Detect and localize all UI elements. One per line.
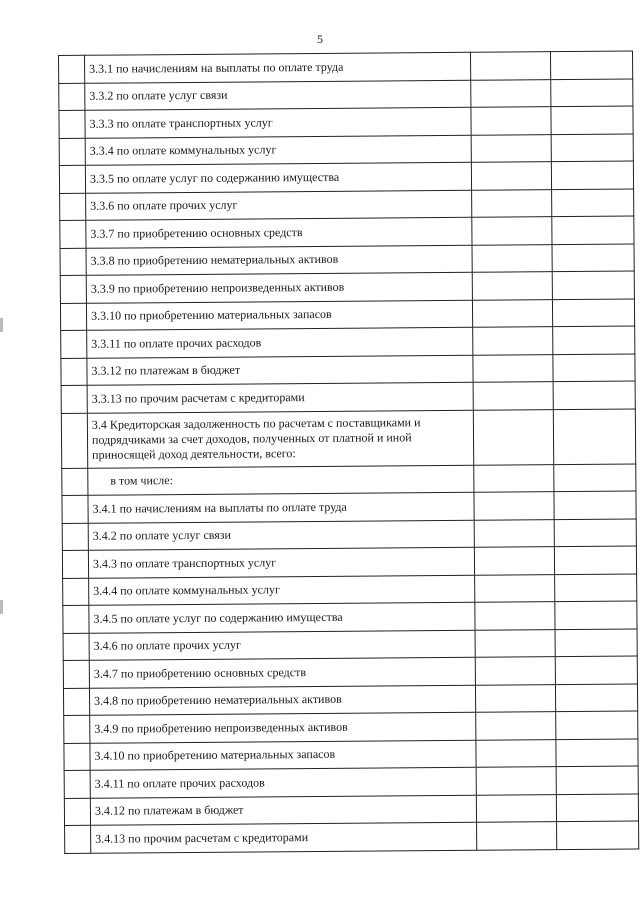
row-label: 3.3.6 по оплате прочих услуг (86, 190, 472, 221)
row-label: 3.4.3 по оплате транспортных услуг (88, 547, 474, 578)
value-cell-1 (473, 409, 553, 465)
number-cell (62, 550, 88, 578)
value-cell-1 (475, 574, 555, 602)
row-label: 3.3.1 по начислениям на выплаты по оплате труда (85, 52, 471, 83)
value-cell-1 (471, 79, 551, 107)
value-cell-1 (470, 52, 550, 80)
row-label: 3.4.1 по начислениям на выплаты по оплате труда (88, 492, 474, 523)
table-row-total (61, 408, 635, 468)
value-cell-2 (555, 656, 637, 684)
report-table (58, 50, 639, 853)
value-cell-1 (475, 657, 555, 685)
row-label: 3.4.11 по оплате прочих расходов (90, 767, 476, 798)
number-cell (62, 523, 88, 551)
value-cell-1 (471, 134, 551, 162)
value-cell-1 (476, 767, 556, 795)
row-label: 3.4 Кредиторская задолженность по расчетам с поставщиками и подрядчиками за счет доходов, полученных от платной и иной приносящей доход деятельности, всего: (87, 410, 473, 468)
value-cell-1 (475, 684, 555, 712)
row-label: 3.3.9 по приобретению непроизведенных активов (86, 272, 472, 303)
value-cell-2 (554, 546, 636, 574)
scan-edge-mark (0, 318, 3, 332)
number-cell (59, 138, 85, 166)
number-cell (64, 715, 90, 743)
number-cell (60, 275, 86, 303)
row-label: 3.3.8 по приобретению нематериальных активов (86, 245, 472, 276)
number-cell (64, 798, 90, 826)
value-cell-2 (552, 298, 634, 326)
value-cell-1 (472, 272, 552, 300)
table-row (65, 821, 639, 853)
number-cell (59, 55, 85, 83)
value-cell-2 (556, 793, 638, 821)
value-cell-1 (472, 244, 552, 272)
row-label: 3.4.2 по оплате услуг связи (88, 520, 474, 551)
value-cell-2 (553, 326, 635, 354)
value-cell-2 (555, 601, 637, 629)
row-label: 3.4.6 по оплате прочих услуг (89, 630, 475, 661)
number-cell (61, 385, 87, 413)
number-cell (59, 110, 85, 138)
value-cell-1 (472, 189, 552, 217)
row-label: 3.4.4 по оплате коммунальных услуг (89, 575, 475, 606)
value-cell-1 (476, 739, 556, 767)
value-cell-1 (475, 629, 555, 657)
row-label: 3.4.12 по платежам в бюджет (90, 795, 476, 826)
value-cell-2 (555, 573, 637, 601)
scan-edge-mark (0, 600, 3, 614)
value-cell-1 (473, 354, 553, 382)
value-cell-2 (556, 738, 638, 766)
number-cell (63, 660, 89, 688)
number-cell (63, 633, 89, 661)
value-cell-1 (475, 602, 555, 630)
page-number: 5 (317, 32, 323, 46)
number-cell (62, 468, 88, 496)
value-cell-1 (474, 492, 554, 520)
value-cell-2 (551, 133, 633, 161)
value-cell-2 (555, 628, 637, 656)
value-cell-1 (471, 162, 551, 190)
number-cell (63, 688, 89, 716)
value-cell-1 (474, 547, 554, 575)
value-cell-1 (476, 794, 556, 822)
number-cell (61, 413, 87, 468)
row-label: 3.3.4 по оплате коммунальных услуг (85, 135, 471, 166)
value-cell-2 (552, 243, 634, 271)
number-cell (61, 358, 87, 386)
value-cell-1 (473, 327, 553, 355)
value-cell-1 (474, 519, 554, 547)
number-cell (64, 770, 90, 798)
row-label: 3.3.12 по платежам в бюджет (87, 355, 473, 386)
number-cell (64, 743, 90, 771)
value-cell-2 (554, 518, 636, 546)
row-label: 3.3.11 по оплате прочих расходов (87, 327, 473, 358)
value-cell-2 (557, 821, 639, 849)
row-label: 3.4.9 по приобретению непроизведенных активов (90, 712, 476, 743)
value-cell-2 (552, 188, 634, 216)
row-label: 3.3.13 по прочим расчетам с кредиторами (87, 382, 473, 413)
value-cell-1 (476, 712, 556, 740)
value-cell-2 (551, 106, 633, 134)
value-cell-2 (550, 51, 632, 79)
row-label: 3.3.10 по приобретению материальных запасов (86, 300, 472, 331)
value-cell-2 (556, 766, 638, 794)
row-label: 3.4.8 по приобретению нематериальных активов (89, 685, 475, 716)
value-cell-2 (552, 271, 634, 299)
number-cell (62, 495, 88, 523)
value-cell-1 (474, 464, 554, 492)
number-cell (63, 605, 89, 633)
value-cell-1 (477, 822, 557, 850)
number-cell (59, 83, 85, 111)
number-cell (60, 193, 86, 221)
row-label: 3.3.3 по оплате транспортных услуг (85, 107, 471, 138)
number-cell (60, 248, 86, 276)
value-cell-2 (555, 683, 637, 711)
row-label: 3.3.7 по приобретению основных средств (86, 217, 472, 248)
value-cell-2 (551, 78, 633, 106)
value-cell-2 (552, 216, 634, 244)
value-cell-1 (473, 382, 553, 410)
row-label: в том числе: (88, 465, 474, 496)
row-label: 3.3.2 по оплате услуг связи (85, 80, 471, 111)
number-cell (65, 825, 91, 853)
value-cell-2 (551, 161, 633, 189)
value-cell-2 (554, 491, 636, 519)
row-label: 3.4.10 по приобретению материальных запасов (90, 740, 476, 771)
value-cell-2 (556, 711, 638, 739)
row-label: 3.4.13 по прочим расчетам с кредиторами (91, 822, 477, 853)
value-cell-1 (471, 107, 551, 135)
value-cell-1 (472, 299, 552, 327)
number-cell (60, 303, 86, 331)
value-cell-2 (554, 463, 636, 491)
number-cell (60, 220, 86, 248)
row-label: 3.4.7 по приобретению основных средств (89, 657, 475, 688)
number-cell (61, 330, 87, 358)
value-cell-2 (553, 381, 635, 409)
number-cell (59, 165, 85, 193)
value-cell-1 (472, 217, 552, 245)
number-cell (63, 578, 89, 606)
row-label: 3.4.5 по оплате услуг по содержанию имущества (89, 602, 475, 633)
value-cell-2 (553, 408, 635, 464)
value-cell-2 (553, 353, 635, 381)
row-label: 3.3.5 по оплате услуг по содержанию имущества (85, 162, 471, 193)
